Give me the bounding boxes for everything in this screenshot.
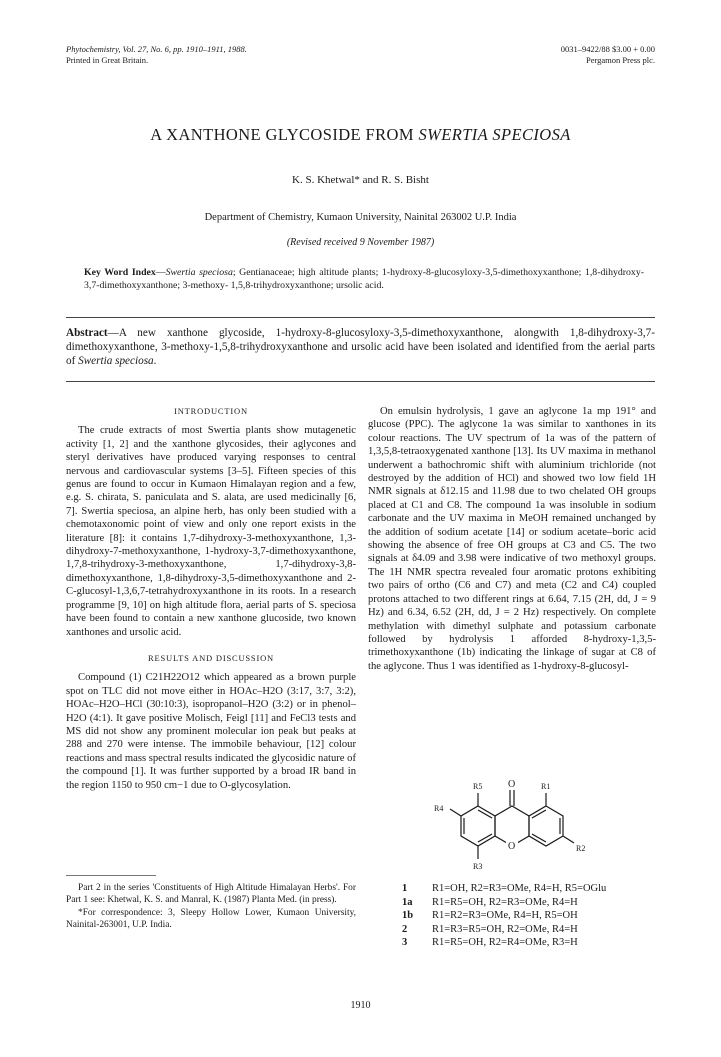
r1-label: R1 [541,782,551,791]
discussion-text: On emulsin hydrolysis, 1 gave an aglycone 1a mp 191° and glucose (PPC). The aglycone 1a was similar to xanthones in its colour reactions. The UV spectrum of 1a was of the pattern of 1,3,5,8-tetraoxygenated xanthone [13]. Its UV maxima in methanol underwent a bathochromic shift with aluminium trichloride (not destroyed by the addition of HCl) and showed two low field 1H NMR signals at δ12.15 and 11.98 due to two chelated OH groups placed at C1 and C8. The compound 1a was insoluble in sodium carbonate and the UV maxima in MeOH remained unchanged by the addition of sodium acetate [14] or sodium acetate–boric acid showing the absence of free OH groups at C3 and C5. The two signals at δ4.09 and 3.98 were indicative of two methoxyl groups. The 1H NMR spectra revealed four aromatic protons exhibiting two pairs of ortho (C6 and C7) and meta (C2 and C4) coupled protons attached to two different rings at 6.64, 7.15 (2H, dd, J = 9 Hz) and 6.34, 6.52 (2H, dd, J = 2 Hz) respectively. On complete methylation with dimethyl sulphate and potassium carbonate followed by hydrolysis 1 afforded 8-hydroxy-1,3,5-trimethoxyxanthone (1b) indicating the linkage of sugar at C8 of the aglycone. Thus 1 was identified as 1-hydroxy-8-glucosyl- [368,406,656,672]
compound-substituents: R1=R3=R5=OH, R2=OMe, R4=H [432,923,578,935]
compound-number: 1a [402,896,413,908]
ring-oxygen-label: O [508,841,516,852]
compound-number: 1b [402,910,414,922]
keywords-species: Swertia speciosa [165,267,233,278]
r4-label: R4 [434,804,444,813]
author-1: K. S. Khetwal* [292,174,360,186]
revised-date: (Revised received 9 November 1987) [286,237,435,248]
r2-label: R2 [576,844,586,853]
footnote-correspondence: *For correspondence: 3, Sleepy Hollow Lower, Kumaon University, Nainital-263001, U.P. India. [66,907,356,930]
r5-label: R5 [473,782,483,791]
compound-number: 1 [402,883,408,894]
author-and: and [359,174,382,186]
footnote-rule [66,875,156,876]
footnotes [66,882,356,931]
r3-label: R3 [473,862,483,871]
page-number: 1910 [350,1000,371,1011]
compound-row [402,936,662,950]
compound-substituents: R1=R2=R3=OMe, R4=H, R5=OH [432,910,578,922]
authors [0,174,721,186]
author-2: R. S. Bisht [381,174,429,186]
keywords-dash: — [155,267,166,278]
compound-substituents: R1=R5=OH, R2=R4=OMe, R3=H [432,937,578,949]
publisher-header [561,44,655,66]
carbonyl-oxygen-label: O [508,779,516,790]
compound-row [402,909,662,923]
compound-list [402,882,662,950]
journal-header [66,44,247,66]
right-ring [529,806,563,846]
divider-bottom [66,381,655,382]
compound-row [402,882,662,896]
issn-code: 0031–9422/88 $3.00 + 0.00 [560,44,655,54]
article-title [0,125,721,145]
keywords-label: Key Word Index [84,267,156,278]
footnote-series: Part 2 in the series 'Constituents of High Altitude Himalayan Herbs'. For Part 1 see: Khetwal, K. S. and Manral, K. (1987) Planta Med. (in press). [66,883,356,906]
printed-in: Printed in Great Britain. [66,55,149,65]
publisher-name: Pergamon Press plc. [585,55,655,65]
journal-citation: Phytochemistry, Vol. 27, No. 6, pp. 1910–1911, 1988. [66,44,247,54]
results-text: Compound (1) C21H22O12 which appeared as a brown purple spot on TLC did not move either in HOAc–H2O (3:17, 3:7, 3:2), HOAc–H2O–HCl (30:10:3), isopropanol–H2O (3:2) or in phenol–H2O (4:1). It gave positive Molisch, Feigl [11] and FeCl3 tests and MS did not show any prominent molecular ion peak but peaks at 288 and 270 were intense. The immobile behaviour, [12] colour reactions and mass spectral results indicated the glycosidic nature of the compound [1]. It was further supported by a broad IR band in the region 1150 to 950 cm−1 due to O-glycosylation. [66,672,356,791]
abstract-species: Swertia speciosa [78,355,154,368]
compound-substituents: R1=OH, R2=R3=OMe, R4=H, R5=OGlu [432,883,607,894]
abstract-end: . [153,355,157,368]
left-ring [461,806,495,846]
results-heading: RESULTS AND DISCUSSION [148,652,274,663]
introduction-text: The crude extracts of most Swertia plants show mutagenetic activity [1, 2] and the xanthone glycosides, their aglycones and steryl derivatives have produced varying responses to central nervous and cardiovascular systems [3–5]. Fifteen species of this genus are found to occur in Kumaon Himalayan region and a few, e.g. S. chirata, S. paniculata and S. alata, are used medicinally [6, 7]. Swertia speciosa, an alpine herb, has only been studied with a chemotaxonomic point of view and only one report exists in the literature [8]: it contains 1,7-dihydroxy-3-methoxyxanthone, 1,3-dihydroxy-7-methoxyxanthone, 1-hydroxy-3,7-dimethoxyxanthone, 1,7,8-trihydroxy-3-methoxyxanthone, 1,7-dihydroxy-3,8-dimethoxyxanthone, 1,8-dihydroxy-3,5-dimethoxyxanthone and 2-C-glucosyl-1,3,6,7-tetrahydroxyxanthone in its roots. In a research programme [9, 10] on high altitude flora, aerial parts of S. speciosa have been found to contain a new xanthone glucoside, two known xanthones and ursolic acid. [66,425,356,638]
compound-number: 2 [402,923,408,935]
title-main: A XANTHONE GLYCOSIDE FROM [150,125,419,144]
compound-substituents: R1=R5=OH, R2=R3=OMe, R4=H [432,896,578,908]
compound-row [402,923,662,937]
abstract-label: Abstract [66,327,108,339]
introduction-heading: INTRODUCTION [174,406,248,416]
divider-top [66,317,655,318]
abstract-text: —A new xanthone glycoside, 1-hydroxy-8-glucosyloxy-3,5-dimethoxyxanthone, alongwith 1,8-dihydroxy-3,7-dimethoxyxanthone, 3-methoxy-1,5,8-trihydroxyxanthone and ursolic acid have been isolated and identified from the aerial parts of [66,327,655,368]
discussion-continued [368,405,656,673]
keywords-text: ; Gentianaceae; high altitude plants; 1-hydroxy-8-glucosyloxy-3,5-dimethoxyxanthone; 1,8-dihydroxy-3,7-dimethoxyxanthone; 3-methoxy- 1,5,8-trihydroxyxanthone; ursolic acid. [84,267,644,291]
xanthone-structure [420,775,620,875]
affiliation: Department of Chemistry, Kumaon University, Nainital 263002 U.P. India [204,212,517,223]
abstract [66,326,655,369]
title-italic: SWERTIA SPECIOSA [418,125,571,144]
compound-row [402,896,662,910]
compound-number: 3 [402,937,408,949]
introduction-section [66,405,356,792]
keywords [84,266,644,292]
